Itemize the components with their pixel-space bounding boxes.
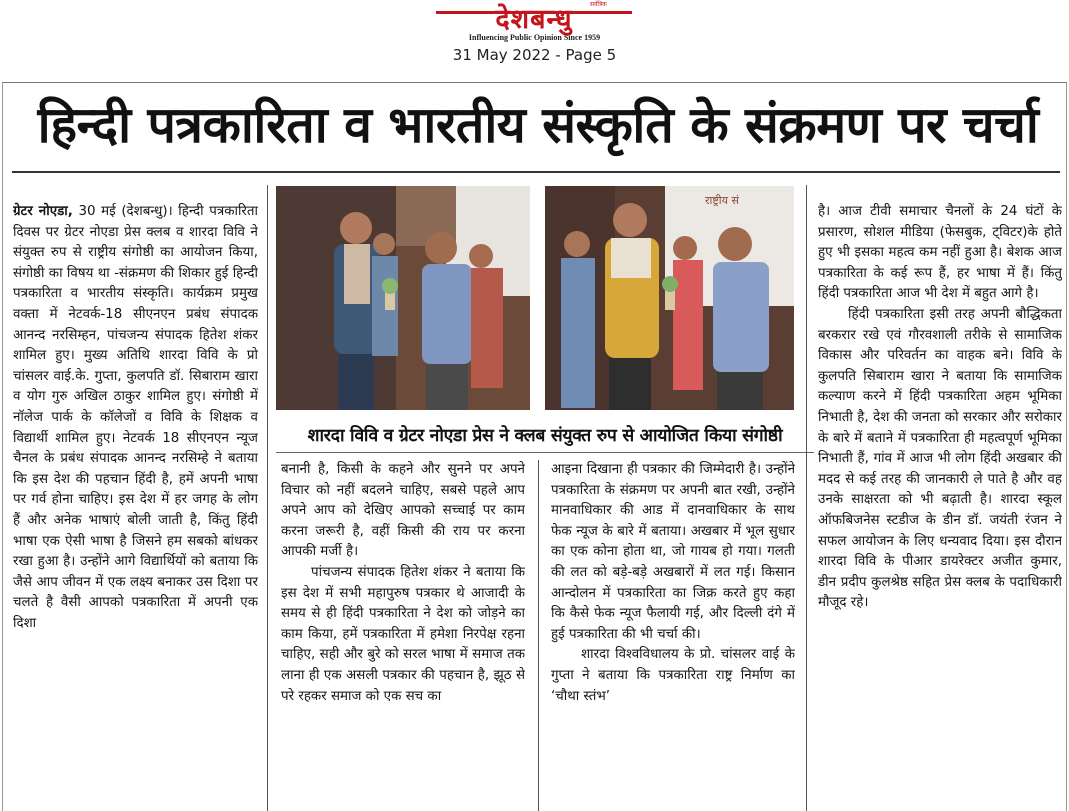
article-column-4 [818, 202, 1062, 811]
event-photo-right [545, 186, 794, 410]
article-column-3 [551, 460, 795, 811]
logo-wordmark: देशबन्धु [495, 4, 573, 35]
article-headline: हिन्दी पत्रकारिता व भारतीय संस्कृति के संक्रमण पर चर्चा [37, 96, 1039, 154]
column-2-paragraph-1: बनानी है, किसी के कहने और सुनने पर अपने विचार को नहीं बदलने चाहिए, सबसे पहले आप अपने आप को देखिए आपको सच्चाई पर काम करना जरूरी है, वहीं किसी की राय पर करना आपकी मर्जी है। [281, 462, 525, 560]
column-4-paragraph-2: हिंदी पत्रकारिता इसी तरह अपनी बौद्धिकता बरकरार रखे एवं गौरवशाली तरीके से सामाजिक विकास और परिवर्तन का वाहक बने। विवि के कुलपति सिबाराम खारा ने बताया कि सामाजिक कल्याण करने में हिंदी पत्रकारिता अहम भूमिका निभाती है, देश की जनता को सरकार और सरोकार के बारे में बताने में पत्रकारिता ही महत्वपूर्ण भूमिका निभाती हैं, गांव में आज भी लोग हिंदी अखबार की मदद से कई तरह की जानकारी ले पाते है और वह उनके साक्षरता को भी बढ़ाती है। शारदा स्कूल ऑफबिजनेस स्टडीज के डीन डॉ. जयंती रंजन ने सफल आयोजन के लिए धन्यवाद दिया। इस दौरान शारदा विवि के पीआर डायरेक्टर अजीत कुमार, डीन प्रदीप कुलश्रेष्ठ सहित प्रेस क्लब के पदाधिकारी मौजूद रहे। [818, 306, 1062, 611]
column-3-paragraph-2: शारदा विश्वविधालय के प्रो. चांसलर वाई के गुप्ता ने बताया कि पत्रकारिता राष्ट्र निर्माण का ‘चौथा स्तंभ’ [551, 647, 795, 704]
date-page-line: 31 May 2022 - Page 5 [452, 46, 617, 64]
masthead [0, 0, 1069, 70]
column-divider [267, 185, 268, 811]
column-1-text: 30 मई (देशबन्धु)। हिन्दी पत्रकारिता दिवस पर ग्रेटर नोएडा प्रेस क्लब व शारदा विवि ने संयुक्त रुप से राष्ट्रीय संगोष्ठी का आयोजन किया, संगोष्ठी का विषय था -संक्रमण की शिकार हुई हिन्दी पत्रकारिता व भारतीय संस्कृति। कार्यक्रम प्रमुख वक्ता में नेटवर्क-18 सीएनएन प्रबंध संपादक आनन्द नरसिम्हन, पांचजन्य संपादक हितेश शंकर शामिल हुए। मुख्य अतिथि शारदा विवि के प्रो चांसलर वाई.के. गुप्ता, कुलपति डॉ. सिबाराम खारा व योग गुरु अखिल ठाकुर शामिल हुए। संगोष्ठी में नॉलेज पार्क के कॉलेजों व विवि के शिक्षक व विद्यार्थी शामिल हुए। नेटवर्क 18 सीएनएन न्यूज चैनल के प्रबंध संपादक आनन्द नरसिम्हे ने बताया कि इस देश की पहचान हिंदी है, हमें अपनी भाषा पर गर्व होना चाहिए। इस देश में हर जगह के लोग हैं और अनेक भाषाएं बोली जाती है, किंतु हिंदी भाषा एक ऐसी भाषा है जिसने हम सबको बांधकर रखा हुआ है। उन्होंने आगे विद्यार्थियों को बताया कि जैसे आप जीवन में एक लक्ष्य बनाकर उस दिशा पर चलते है वैसी आपको पत्रकारिता में अपनी एक दिशा [13, 204, 258, 631]
event-photo-left [276, 186, 530, 410]
dateline: ग्रेटर नोएडा, [13, 204, 73, 219]
newspaper-tagline: Influencing Public Opinion Since 1959 [468, 33, 601, 42]
headline-rule [12, 171, 1060, 173]
column-4-paragraph-1: है। आज टीवी समाचार चैनलों के 24 घंटों के प्रसारण, सोशल मीडिया (फेसबुक, ट्विटर)के होते हुए भी इसका महत्व कम नहीं हुआ है। बेशक आज पत्रकारिता के कई रूप हैं, हर भाषा में हैं। किंतु हिंदी पत्रकारिता आज भी देश में बहुत आगे है। [818, 204, 1062, 302]
column-divider [806, 185, 807, 811]
column-2-paragraph-2: पांचजन्य संपादक हितेश शंकर ने बताया कि इस देश में सभी महापुरुष पत्रकार थे आजादी के समय से ही हिंदी पत्रकारिता ने देश को जोड़ने का काम किया, हमें पत्रकारिता में हमेशा निरपेक्ष रहना चाहिए, सही और बुरे को सरल भाषा में समाज तक लाना ही एक असली पत्रकार की पहचान है, झूठ से परे रहकर समाज को एक सच का [281, 564, 525, 704]
caption-rule [276, 452, 814, 453]
logo-small-text: सर्वत्रिक [590, 1, 607, 8]
photo-caption: शारदा विवि व ग्रेटर नोएडा प्रेस ने क्लब संयुक्त रुप से आयोजित किया संगोष्ठी [307, 426, 783, 446]
article-column-1 [13, 202, 258, 811]
column-3-paragraph-1: आइना दिखाना ही पत्रकार की जिम्मेदारी है। उन्होंने पत्रकारिता के संक्रमण पर अपनी बात रखी, उन्होंने मानवाधिकार की आड में दानवाधिकार के साथ फेक न्यूज के बारे में बताया। अखबार में भूल सुधार का एक कोना होता था, जो गायब हो गया। गलती की लत को बड़े-बड़े अखबारों में लत गई। किसान आन्दोलन में पत्रकारिता का जिक्र करते हुए कहा कि कैसे फेक न्यूज फैलायी गई, और दिल्ली दंगे में हुई पत्रकारिता की भी चर्चा की। [551, 462, 795, 642]
photo-banner-text: राष्ट्रीय सं [705, 194, 739, 207]
article-column-2 [281, 460, 525, 811]
column-divider [538, 460, 539, 811]
